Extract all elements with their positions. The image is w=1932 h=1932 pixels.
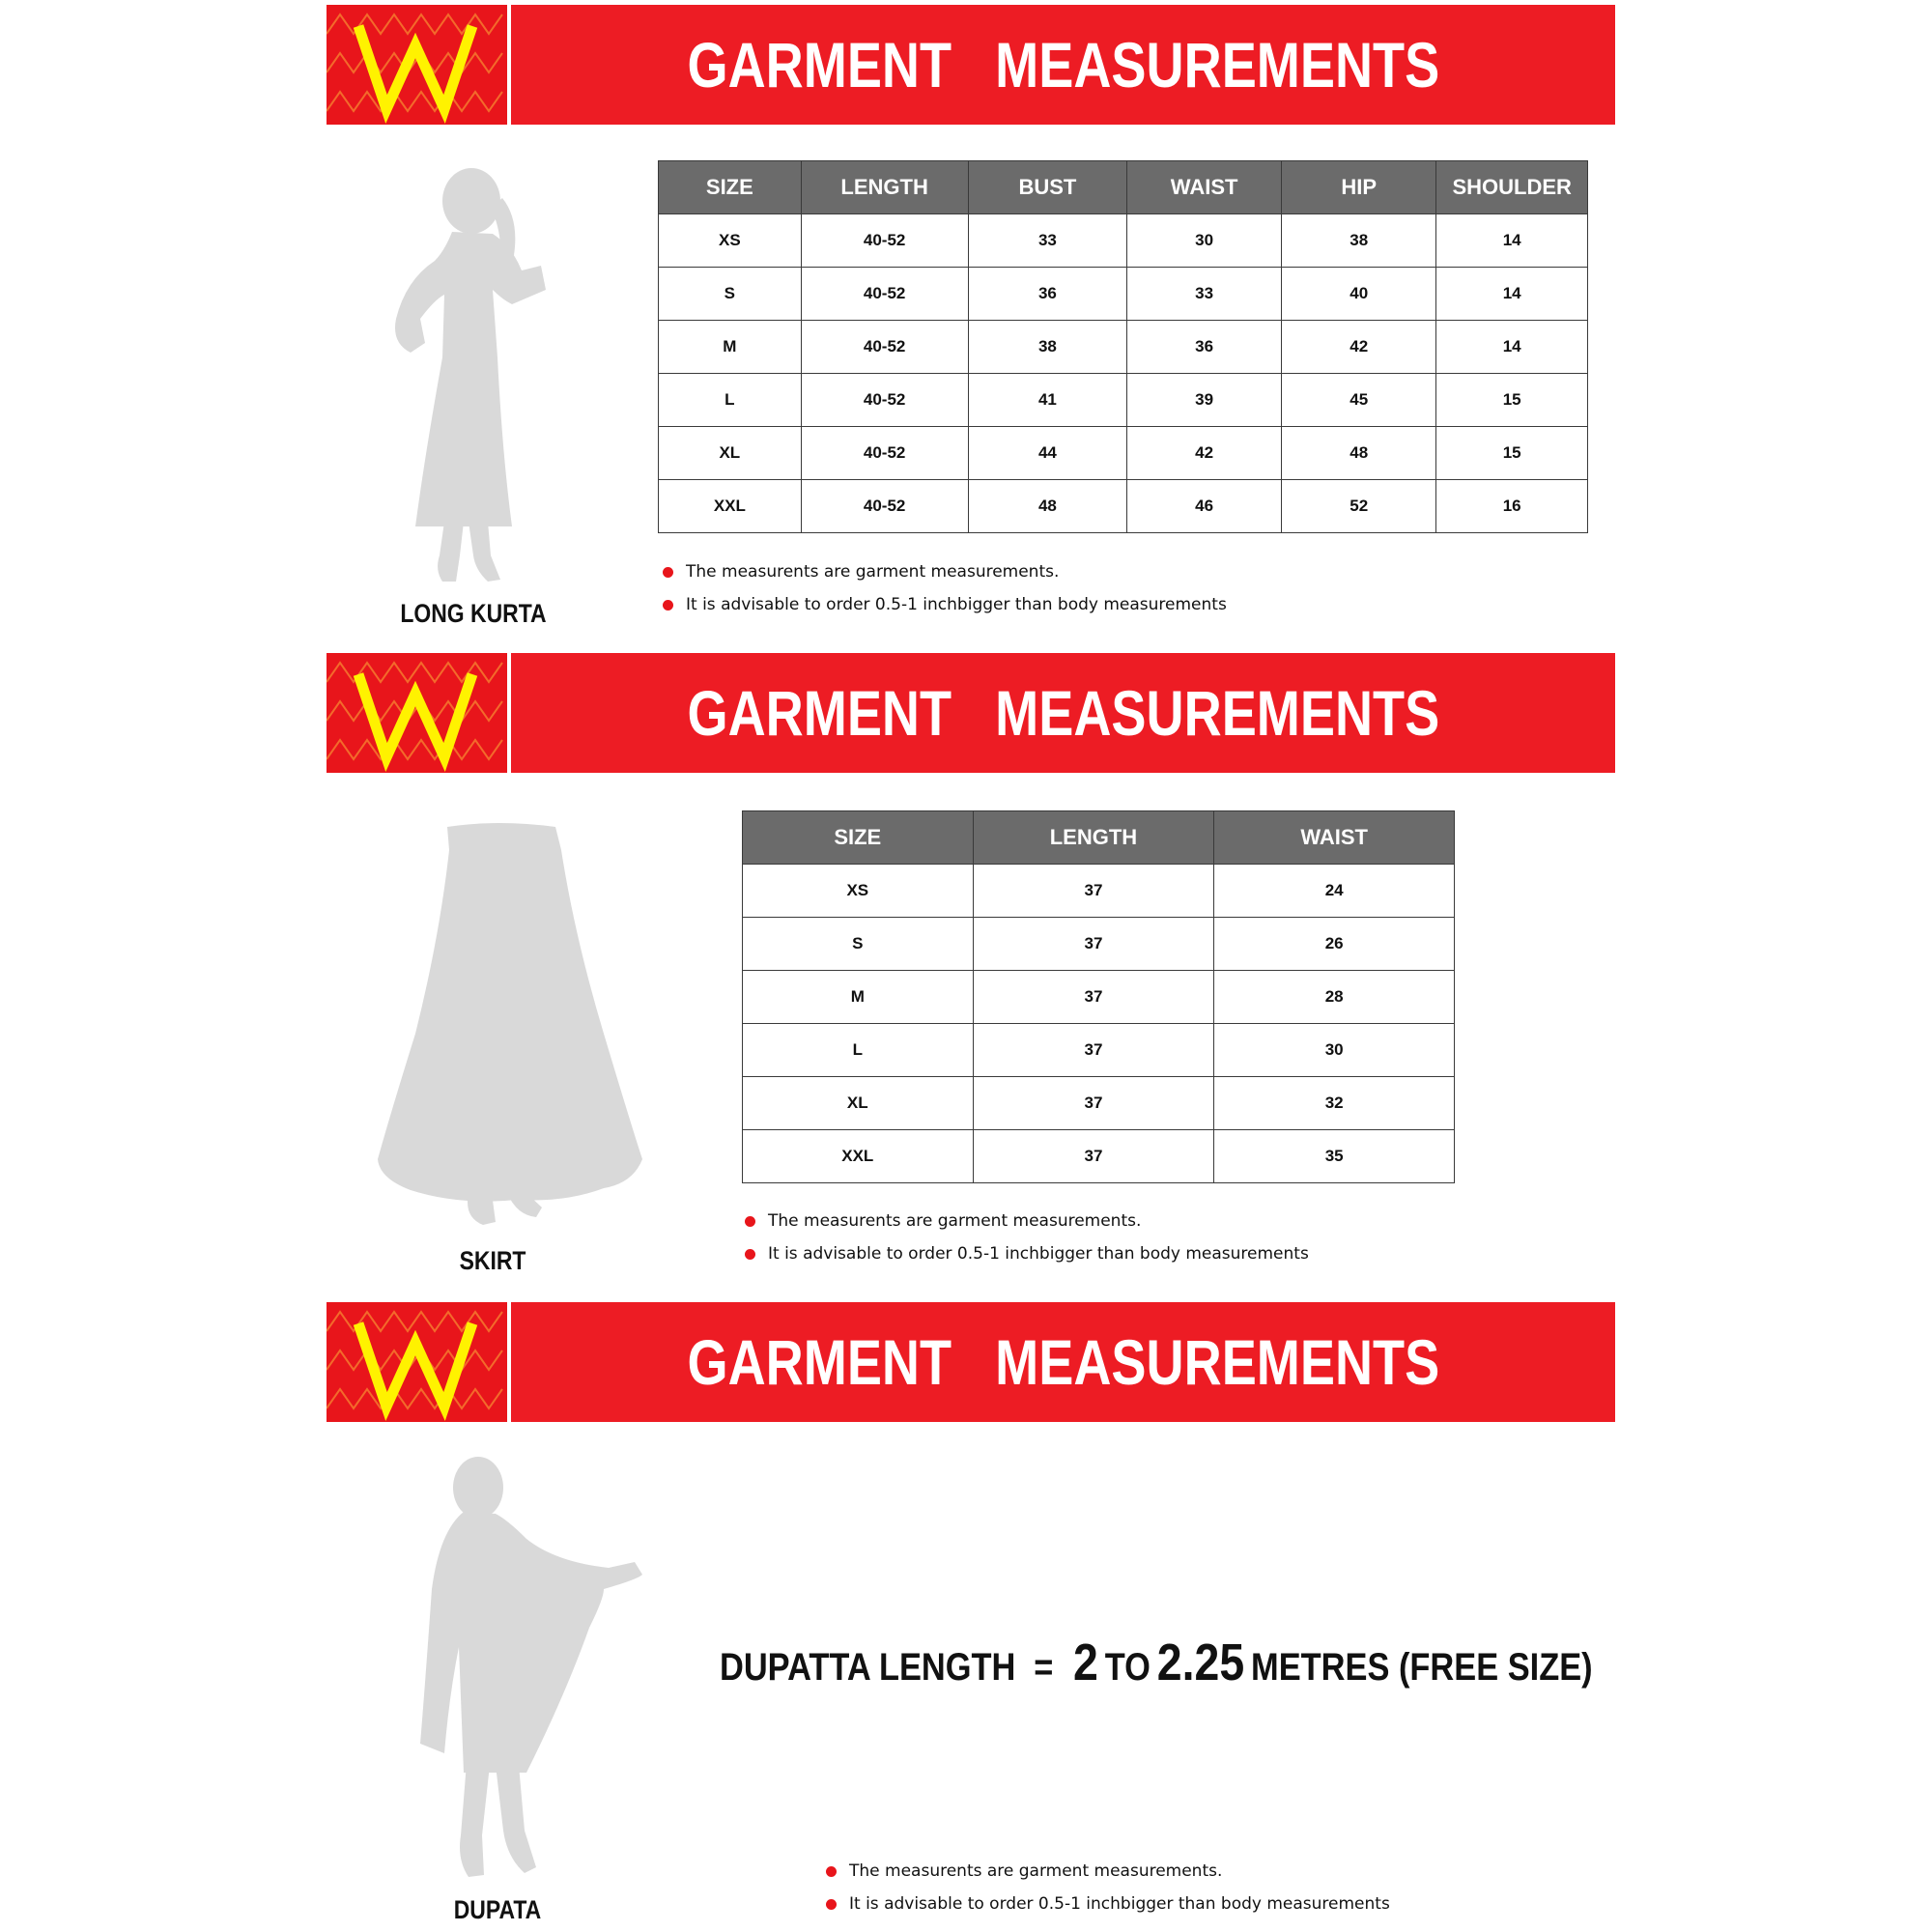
- table-row: [659, 427, 1588, 480]
- notes-list: [822, 1860, 1390, 1925]
- header-banner-2: [327, 653, 1615, 773]
- table-cell: 46: [1127, 480, 1282, 533]
- column-header: WAIST: [1127, 161, 1282, 214]
- table-cell: 42: [1127, 427, 1282, 480]
- table-row: [743, 865, 1455, 918]
- table-cell: 30: [1127, 214, 1282, 268]
- red-dot-icon: [663, 567, 673, 578]
- table-cell: 40-52: [801, 427, 968, 480]
- red-dot-icon: [826, 1899, 837, 1910]
- garment-caption-long-kurta: LONG KURTA: [400, 599, 547, 628]
- table-cell: 42: [1282, 321, 1436, 374]
- table-cell: 40-52: [801, 480, 968, 533]
- w-logo-icon: [327, 1302, 507, 1422]
- table-cell: 35: [1214, 1130, 1455, 1183]
- table-header-row: [743, 811, 1455, 865]
- table-row: [743, 918, 1455, 971]
- note-item: [741, 1242, 1309, 1275]
- red-dot-icon: [663, 600, 673, 611]
- header-banner-1: [327, 5, 1615, 125]
- table-row: [659, 268, 1588, 321]
- table-cell: 37: [973, 971, 1214, 1024]
- note-item: [741, 1209, 1309, 1242]
- note-text: The measurents are garment measurements.: [686, 562, 1060, 582]
- table-cell: 15: [1436, 427, 1588, 480]
- table-cell: 40-52: [801, 374, 968, 427]
- table-cell: XS: [659, 214, 802, 268]
- table-cell: 48: [1282, 427, 1436, 480]
- banner-title: GARMENT MEASUREMENTS: [687, 1326, 1439, 1398]
- table-cell: 48: [968, 480, 1127, 533]
- note-item: [659, 560, 1227, 593]
- dupatta-length-to-word: TO: [1104, 1646, 1151, 1689]
- banner-title-bar: [511, 653, 1615, 773]
- dupatta-length-from: 2: [1073, 1634, 1098, 1691]
- red-dot-icon: [745, 1249, 755, 1260]
- table-cell: 37: [973, 865, 1214, 918]
- table-cell: 15: [1436, 374, 1588, 427]
- table-cell: 38: [1282, 214, 1436, 268]
- table-cell: 40-52: [801, 268, 968, 321]
- table-cell: M: [743, 971, 974, 1024]
- table-cell: 14: [1436, 214, 1588, 268]
- notes-list: [741, 1209, 1309, 1275]
- table-cell: 33: [968, 214, 1127, 268]
- table-cell: 52: [1282, 480, 1436, 533]
- table-cell: 38: [968, 321, 1127, 374]
- table-cell: S: [659, 268, 802, 321]
- note-item: [822, 1860, 1390, 1892]
- table-cell: 14: [1436, 321, 1588, 374]
- note-text: The measurents are garment measurements.: [768, 1211, 1142, 1231]
- note-text: The measurents are garment measurements.: [849, 1861, 1223, 1881]
- skirt-silhouette: [372, 821, 652, 1227]
- table-cell: 45: [1282, 374, 1436, 427]
- table-cell: S: [743, 918, 974, 971]
- note-item: [659, 593, 1227, 626]
- table-cell: 37: [973, 1077, 1214, 1130]
- dupatta-silhouette: [411, 1454, 652, 1889]
- column-header: SIZE: [659, 161, 802, 214]
- table-cell: L: [659, 374, 802, 427]
- dupatta-length-line: [720, 1633, 1600, 1690]
- table-row: [743, 1024, 1455, 1077]
- banner-title: GARMENT MEASUREMENTS: [687, 677, 1439, 749]
- table-cell: 39: [1127, 374, 1282, 427]
- table-cell: 37: [973, 918, 1214, 971]
- table-cell: 28: [1214, 971, 1455, 1024]
- table-cell: 37: [973, 1024, 1214, 1077]
- table-row: [743, 1077, 1455, 1130]
- table-row: [659, 214, 1588, 268]
- table-cell: 41: [968, 374, 1127, 427]
- table-cell: 33: [1127, 268, 1282, 321]
- column-header: WAIST: [1214, 811, 1455, 865]
- table-cell: 32: [1214, 1077, 1455, 1130]
- size-table-long-kurta: [658, 160, 1588, 533]
- table-cell: 30: [1214, 1024, 1455, 1077]
- table-row: [743, 1130, 1455, 1183]
- banner-title-bar: [511, 1302, 1615, 1422]
- equals-sign: =: [1034, 1646, 1054, 1689]
- table-row: [743, 971, 1455, 1024]
- table-cell: 40-52: [801, 214, 968, 268]
- column-header: HIP: [1282, 161, 1436, 214]
- table-cell: 40-52: [801, 321, 968, 374]
- red-dot-icon: [745, 1216, 755, 1227]
- w-logo-icon: [327, 5, 507, 125]
- header-banner-3: [327, 1302, 1615, 1422]
- garment-caption-skirt: SKIRT: [459, 1246, 526, 1275]
- table-cell: XXL: [743, 1130, 974, 1183]
- table-cell: XL: [743, 1077, 974, 1130]
- table-cell: 36: [968, 268, 1127, 321]
- column-header: SIZE: [743, 811, 974, 865]
- garment-caption-dupata: DUPATA: [453, 1895, 542, 1924]
- note-text: It is advisable to order 0.5-1 inchbigger than body measurements: [768, 1244, 1309, 1264]
- notes-list: [659, 560, 1227, 626]
- table-cell: 40: [1282, 268, 1436, 321]
- dupatta-length-unit: METRES (FREE SIZE): [1251, 1646, 1593, 1689]
- table-row: [659, 321, 1588, 374]
- table-cell: L: [743, 1024, 974, 1077]
- long-kurta-silhouette: [367, 164, 560, 589]
- table-cell: 44: [968, 427, 1127, 480]
- table-header-row: [659, 161, 1588, 214]
- w-logo-icon: [327, 653, 507, 773]
- dupatta-length-label: DUPATTA LENGTH: [720, 1646, 1016, 1689]
- note-text: It is advisable to order 0.5-1 inchbigger than body measurements: [849, 1894, 1390, 1914]
- column-header: LENGTH: [801, 161, 968, 214]
- note-text: It is advisable to order 0.5-1 inchbigger than body measurements: [686, 595, 1227, 614]
- table-cell: 26: [1214, 918, 1455, 971]
- column-header: BUST: [968, 161, 1127, 214]
- table-row: [659, 480, 1588, 533]
- table-cell: M: [659, 321, 802, 374]
- table-cell: 16: [1436, 480, 1588, 533]
- red-dot-icon: [826, 1866, 837, 1877]
- table-cell: XS: [743, 865, 974, 918]
- note-item: [822, 1892, 1390, 1925]
- table-cell: 14: [1436, 268, 1588, 321]
- column-header: LENGTH: [973, 811, 1214, 865]
- table-cell: XXL: [659, 480, 802, 533]
- table-cell: 36: [1127, 321, 1282, 374]
- table-row: [659, 374, 1588, 427]
- table-cell: 37: [973, 1130, 1214, 1183]
- column-header: SHOULDER: [1436, 161, 1588, 214]
- size-table-skirt: [742, 810, 1455, 1183]
- banner-title: GARMENT MEASUREMENTS: [687, 29, 1439, 100]
- banner-title-bar: [511, 5, 1615, 125]
- table-cell: 24: [1214, 865, 1455, 918]
- dupatta-length-to: 2.25: [1156, 1634, 1245, 1691]
- table-cell: XL: [659, 427, 802, 480]
